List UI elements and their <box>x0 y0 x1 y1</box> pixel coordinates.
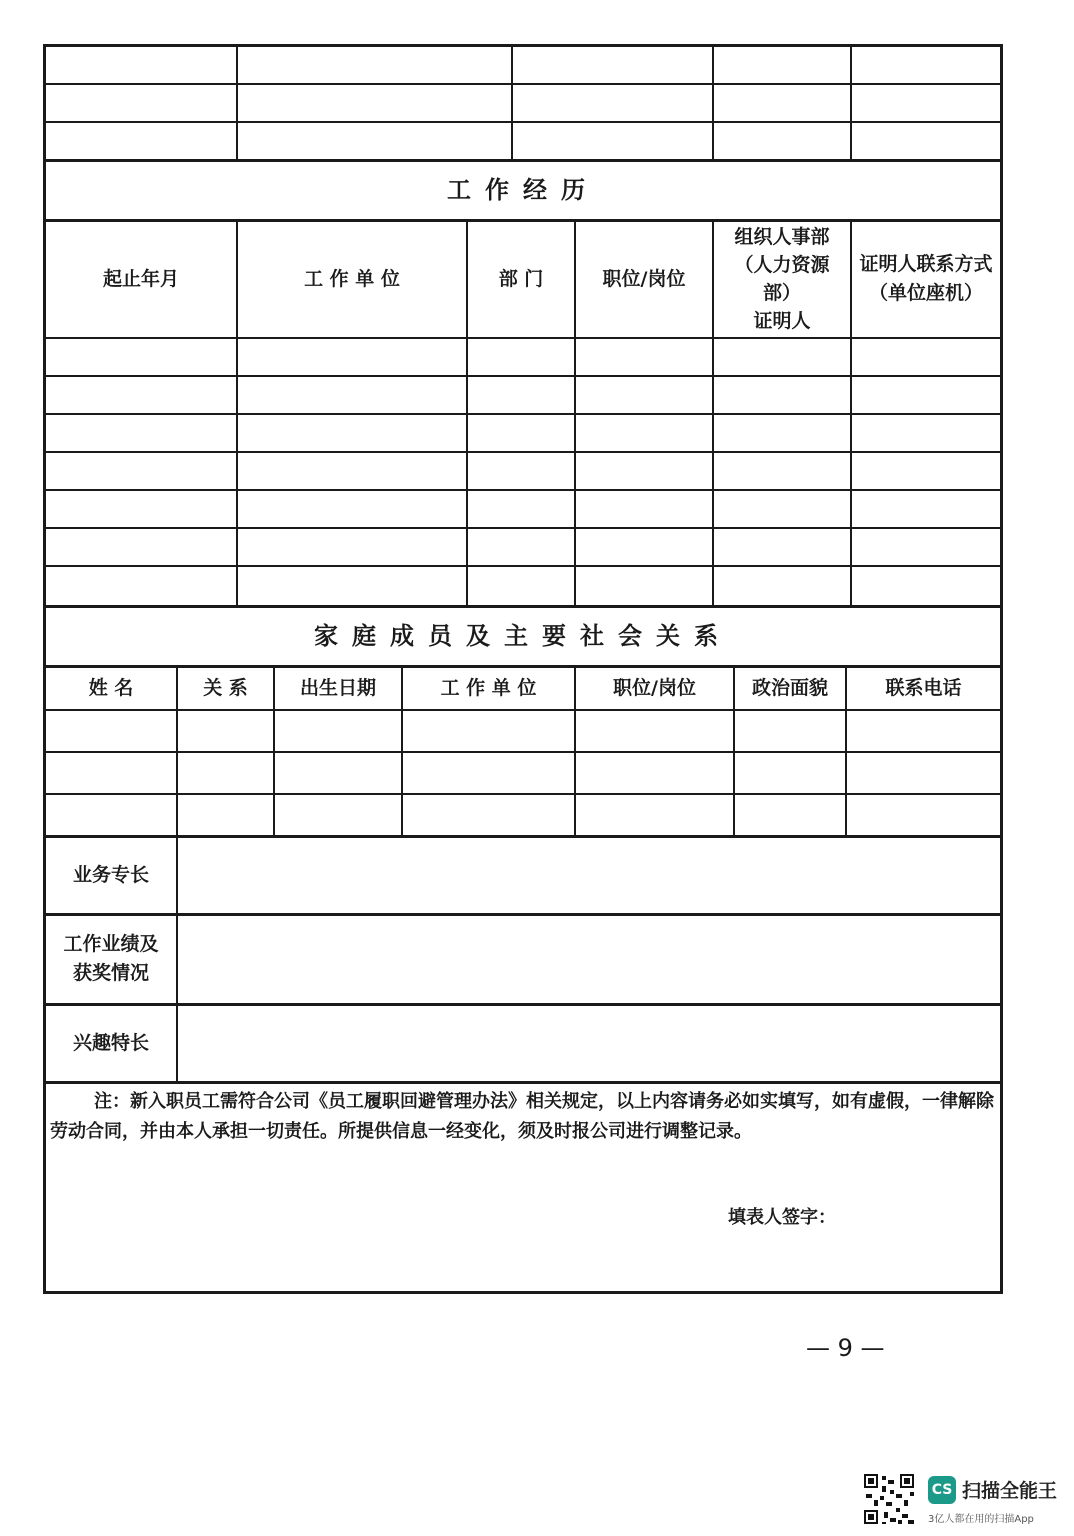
signature-label: 填表人签字： <box>728 1207 836 1228</box>
app-name: 扫描全能王 <box>962 1480 1058 1502</box>
header-hr-witness: 组织人事部 （人力资源 部） 证明人 <box>734 226 830 332</box>
qr-code-icon <box>862 1472 916 1526</box>
header-position: 职位/岗位 <box>602 267 686 290</box>
application-form-table <box>43 44 1003 1294</box>
header-family-position: 职位/岗位 <box>613 676 696 699</box>
header-birthdate: 出生日期 <box>299 676 376 699</box>
header-employer: 工 作 单 位 <box>304 267 400 290</box>
family-title: 家庭成员及主要社会关系 <box>314 620 732 650</box>
work-history-title: 工作经历 <box>447 174 599 204</box>
scanner-watermark <box>862 1472 1062 1528</box>
header-phone: 联系电话 <box>885 676 962 699</box>
header-relation: 关 系 <box>203 676 248 699</box>
page-number: — 9 — <box>806 1334 885 1362</box>
header-family-employer: 工 作 单 位 <box>440 676 537 699</box>
app-tagline: 3亿人都在用的扫描App <box>928 1514 1034 1525</box>
header-name: 姓 名 <box>88 676 134 699</box>
label-hobbies: 兴趣特长 <box>72 1031 149 1054</box>
header-department: 部 门 <box>498 267 544 290</box>
header-period: 起止年月 <box>102 267 179 290</box>
camscanner-logo-icon: CS <box>928 1476 956 1504</box>
header-political-status: 政治面貌 <box>751 676 828 699</box>
header-witness-contact: 证明人联系方式 （单位座机） <box>859 253 993 304</box>
label-achievements: 工作业绩及 获奖情况 <box>63 933 159 984</box>
label-expertise: 业务专长 <box>72 863 149 886</box>
declaration-note: 注：新入职员工需符合公司《员工履职回避管理办法》相关规定，以上内容请务必如实填写，如有虚假，一律解除劳动合同，并由本人承担一切责任。所提供信息一经变化，须及时报公司进行调整记录。 <box>50 1091 994 1142</box>
